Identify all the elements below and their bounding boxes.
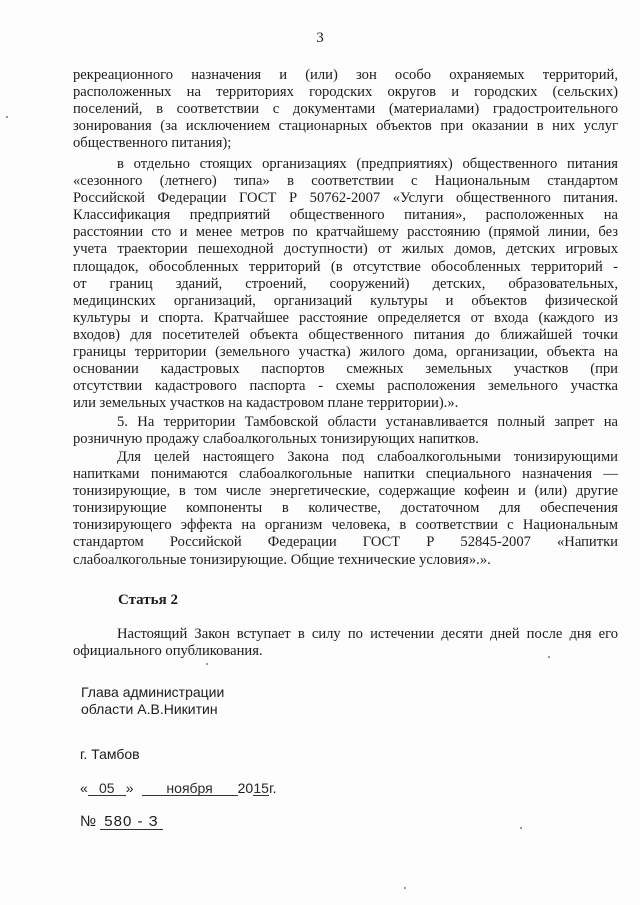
text-line: основании кадастровых паспортов смежных земельных участков (при — [73, 361, 618, 378]
signature-block — [81, 684, 224, 718]
text-line: от границ зданий, строений, сооружений) детских, образовательных, — [73, 275, 618, 292]
text-line: входов) для посетителей объекта общественного питания до ближайшей точки — [73, 326, 618, 343]
text-line: расположенных на территориях городских округов и городских (сельских) — [73, 84, 618, 101]
text-line: Российской Федерации ГОСТ Р 50762-2007 «Услуги общественного питания. — [73, 190, 618, 207]
text-line: площадок, обособленных территорий (в отсутствие обособленных территорий - — [73, 258, 618, 275]
text-line: «сезонного (летнего) типа» в соответствии с Национальным стандартом — [73, 173, 618, 190]
text-line: розничную продажу слабоалкогольных тонизирующих напитков. — [73, 431, 479, 448]
text-line: учета траектории пешеходной доступности) от жилых домов, детских игровых — [73, 241, 618, 258]
scan-speck — [404, 887, 406, 889]
text-line: стандартом Российской Федерации ГОСТ Р 52845-2007 «Напитки — [73, 534, 618, 551]
text-line: медицинских организаций, организаций культуры и объектов физической — [73, 292, 618, 309]
page-number: 3 — [316, 30, 324, 46]
paragraph-item-5 — [73, 414, 618, 448]
date-year-prefix: 20 — [237, 780, 254, 796]
text-line: зонирования (за исключением стационарных объектов при оказании в них услуг — [73, 118, 618, 135]
date-day: 05 — [88, 781, 126, 796]
text-line: Для целей настоящего Закона под слабоалкогольными тонизирующими — [117, 449, 618, 465]
text-line: слабоалкогольные тонизирующие. Общие технические условия».». — [73, 551, 491, 568]
date-year-suffix: 15 — [253, 780, 269, 796]
document-number: 580 - З — [100, 814, 162, 830]
text-line: официального опубликования. — [73, 643, 263, 660]
signatory-title: Глава администрации — [81, 684, 225, 700]
paragraph-continuation — [73, 67, 618, 152]
text-line: общественного питания); — [73, 135, 232, 152]
signatory-name: области А.В.Никитин — [81, 701, 218, 717]
document-number-line — [80, 813, 163, 830]
number-sign: № — [80, 813, 97, 830]
paragraph-definition — [73, 449, 618, 569]
text-line: тонизирующие, в том числе энергетические, содержащие кофеин и (или) другие — [73, 483, 618, 500]
text-line: границы территории (земельного участка) жилого дома, организации, объекта на — [73, 344, 618, 361]
city-label: г. Тамбов — [80, 746, 140, 762]
paragraph-entry-into-force — [73, 626, 618, 660]
text-line: культуры и спорта. Кратчайшее расстояние определяется от входа (каждого из — [73, 309, 618, 326]
date-line — [80, 780, 276, 796]
text-line: напитками понимаются слабоалкогольные напитки специального назначения — — [73, 466, 618, 483]
date-close-quote: » — [125, 780, 134, 796]
date-month: ноября — [142, 781, 238, 796]
scan-speck — [520, 827, 522, 829]
date-year-end: г. — [269, 780, 277, 796]
paragraph-seasonal-catering — [73, 156, 618, 412]
scan-speck — [206, 663, 208, 665]
text-line: тонизирующего эффекта на организм человека, в соответствии с Национальным — [73, 517, 618, 534]
date-open-quote: « — [80, 780, 88, 796]
text-line: Настоящий Закон вступает в силу по истечении десяти дней после дня его — [117, 626, 618, 642]
text-line: или земельных участков на кадастровом плане территории).». — [73, 395, 459, 412]
text-line: в отдельно стоящих организациях (предприятиях) общественного питания — [117, 156, 618, 172]
text-line: тонизирующие компоненты в количестве, достаточном для обеспечения — [73, 500, 618, 517]
text-line: рекреационного назначения и (или) зон особо охраняемых территорий, — [73, 67, 618, 83]
text-line: поселений, в соответствии с документами (материалами) градостроительного — [73, 101, 618, 118]
text-line: 5. На территории Тамбовской области устанавливается полный запрет на — [117, 414, 618, 430]
scan-speck — [6, 116, 8, 118]
scan-speck — [548, 656, 550, 658]
article-title: Статья 2 — [118, 592, 178, 608]
text-line: отсутствии кадастрового паспорта - схемы расположения земельного участка — [73, 378, 618, 395]
text-line: Классификация предприятий общественного питания», расположенных на — [73, 207, 618, 224]
text-line: расстоянии сто и менее метров по кратчайшему расстоянию (прямой линии, без — [73, 224, 618, 241]
